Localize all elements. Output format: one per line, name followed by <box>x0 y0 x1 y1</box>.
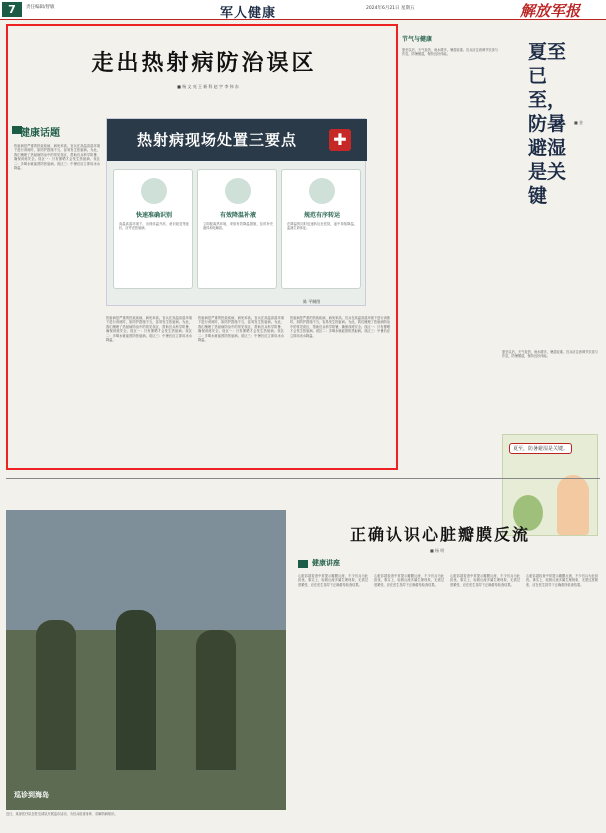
article2-author: ■ 杨 明 <box>430 548 445 553</box>
page-number: 7 <box>2 2 22 17</box>
infographic <box>106 118 366 306</box>
sidebar-author: ■ 金 <box>574 120 584 125</box>
article-body-col2: 热射病是严重的热致疾病，病死率高。官兵在高温高湿环境下进行训练时，如防护措施不当，容易发生热射病。为此，我们梳理了热射病防治中的常见误区，帮助官兵科学防暑，确保训练安全。误区一：只有暴晒才会发生热射病。误区二：多喝水就能预防热射病。误区三：中暑后应立即用冰水降温。 <box>106 316 192 343</box>
card-title: 快速准确识别 <box>135 212 172 219</box>
section-divider <box>6 478 600 479</box>
infographic-banner <box>107 119 367 161</box>
news-photo <box>6 510 286 810</box>
card-text: 在降温的同时迅速转运至医院，途中持续降温，监测生命体征。 <box>287 222 357 231</box>
article2-title: 正确认识心脏瓣膜反流 <box>349 525 530 544</box>
ambulance-icon <box>309 178 335 204</box>
first-aid-icon: ✚ <box>329 129 351 151</box>
card-title: 规范有序转运 <box>303 212 340 219</box>
issue-date: 2024年6月21日 星期五 <box>366 6 415 11</box>
article-body-col1: 热射病是严重的热致疾病，病死率高。官兵在高温高湿环境下进行训练时，如防护措施不当，容易发生热射病。为此，我们梳理了热射病防治中的常见误区，帮助官兵科学防暑，确保训练安全。误区一：只有暴晒才会发生热射病。误区二：多喝水就能预防热射病。误区三：中暑后应立即用冰水降温。 <box>14 144 100 171</box>
masthead: 解放军报 <box>520 2 581 20</box>
thermometer-icon <box>141 178 167 204</box>
article2-body-col3: 心脏彩超检查中常提示瓣膜反流，不少官兵为此担忧。事实上，轻微反流多属生理现象，无需过度紧张，应在医生指导下正确看待检查结果。 <box>450 574 520 587</box>
article2-body-col1: 心脏彩超检查中常提示瓣膜反流，不少官兵为此担忧。事实上，轻微反流多属生理现象，无需过度紧张，应在医生指导下正确看待检查结果。 <box>298 574 368 587</box>
article2-body-col2: 心脏彩超检查中常提示瓣膜反流，不少官兵为此担忧。事实上，轻微反流多属生理现象，无需过度紧张，应在医生指导下正确看待检查结果。 <box>374 574 444 587</box>
main-article <box>6 24 398 470</box>
photo-caption: 近日，某部医疗队在驻岛部队开展巡诊活动，为官兵检查身体、讲解防病知识。 <box>6 812 118 816</box>
card-title: 有效降温补液 <box>219 212 256 219</box>
article-body-col4: 热射病是严重的热致疾病，病死率高。官兵在高温高湿环境下进行训练时，如防护措施不当，容易发生热射病。为此，我们梳理了热射病防治中的常见误区，帮助官兵科学防暑，确保训练安全。误区一：只有暴晒才会发生热射病。误区二：多喝水就能预防热射病。误区三：中暑后应立即用冰水降温。 <box>290 316 390 338</box>
card-text: 高温高湿环境下，出现体温升高、意识改变等症状，应考虑热射病。 <box>119 222 189 231</box>
article-title: 走出热射病防治误区 <box>91 50 317 76</box>
soldier-figure-icon <box>196 630 236 770</box>
sidebar-body-2: 夏至以后，天气炎热，雨水增多，暑湿较重。官兵应注意调节饮食与作息，防暑避湿，保持良好体能。 <box>502 350 598 359</box>
lead-marker-icon <box>298 560 308 568</box>
photo-label: 巡诊到海岛 <box>14 791 49 799</box>
article-byline: ■ 杨 文 亮 王 新 科 赵 宇 李 伟 东 <box>177 84 239 89</box>
sidebar-label: 节气与健康 <box>402 36 433 43</box>
sidebar-title: 夏至已至，防暑避湿是关键 <box>528 41 567 207</box>
card-identify <box>113 169 193 289</box>
card-text: 立即脱离热环境，采取有效降温措施，及时补充液体和电解质。 <box>203 222 273 231</box>
card-transfer <box>281 169 361 289</box>
article2-lead-label: 健康讲座 <box>312 559 340 567</box>
column-editor: 责任编辑/智敏 <box>26 5 55 10</box>
cartoon-illustration <box>502 434 598 536</box>
sidebar-body: 夏至以后，天气炎热，雨水增多，暑湿较重。官兵应注意调节饮食与作息，防暑避湿，保持良好体能。 <box>402 48 498 57</box>
infographic-title: 热射病现场处置三要点 <box>137 131 298 149</box>
section-title: 军人健康 <box>220 6 277 21</box>
page-header <box>0 0 606 20</box>
soldier-figure-icon <box>116 610 156 770</box>
card-cooling <box>197 169 277 289</box>
infographic-credit: 陈 平制图 <box>303 299 321 304</box>
soldier-figure-icon <box>36 620 76 770</box>
sidebar-column <box>402 34 498 474</box>
water-drop-icon <box>225 178 251 204</box>
lead-label: 健康话题 <box>20 128 60 139</box>
article-body-col3: 热射病是严重的热致疾病，病死率高。官兵在高温高湿环境下进行训练时，如防护措施不当，容易发生热射病。为此，我们梳理了热射病防治中的常见误区，帮助官兵科学防暑，确保训练安全。误区一：只有暴晒才会发生热射病。误区二：多喝水就能预防热射病。误区三：中暑后应立即用冰水降温。 <box>198 316 284 343</box>
cartoon-caption: 夏至，防暑避湿是关键。 <box>509 443 572 454</box>
article2-body-col4: 心脏彩超检查中常提示瓣膜反流，不少官兵为此担忧。事实上，轻微反流多属生理现象，无需过度紧张，应在医生指导下正确看待检查结果。 <box>526 574 598 587</box>
